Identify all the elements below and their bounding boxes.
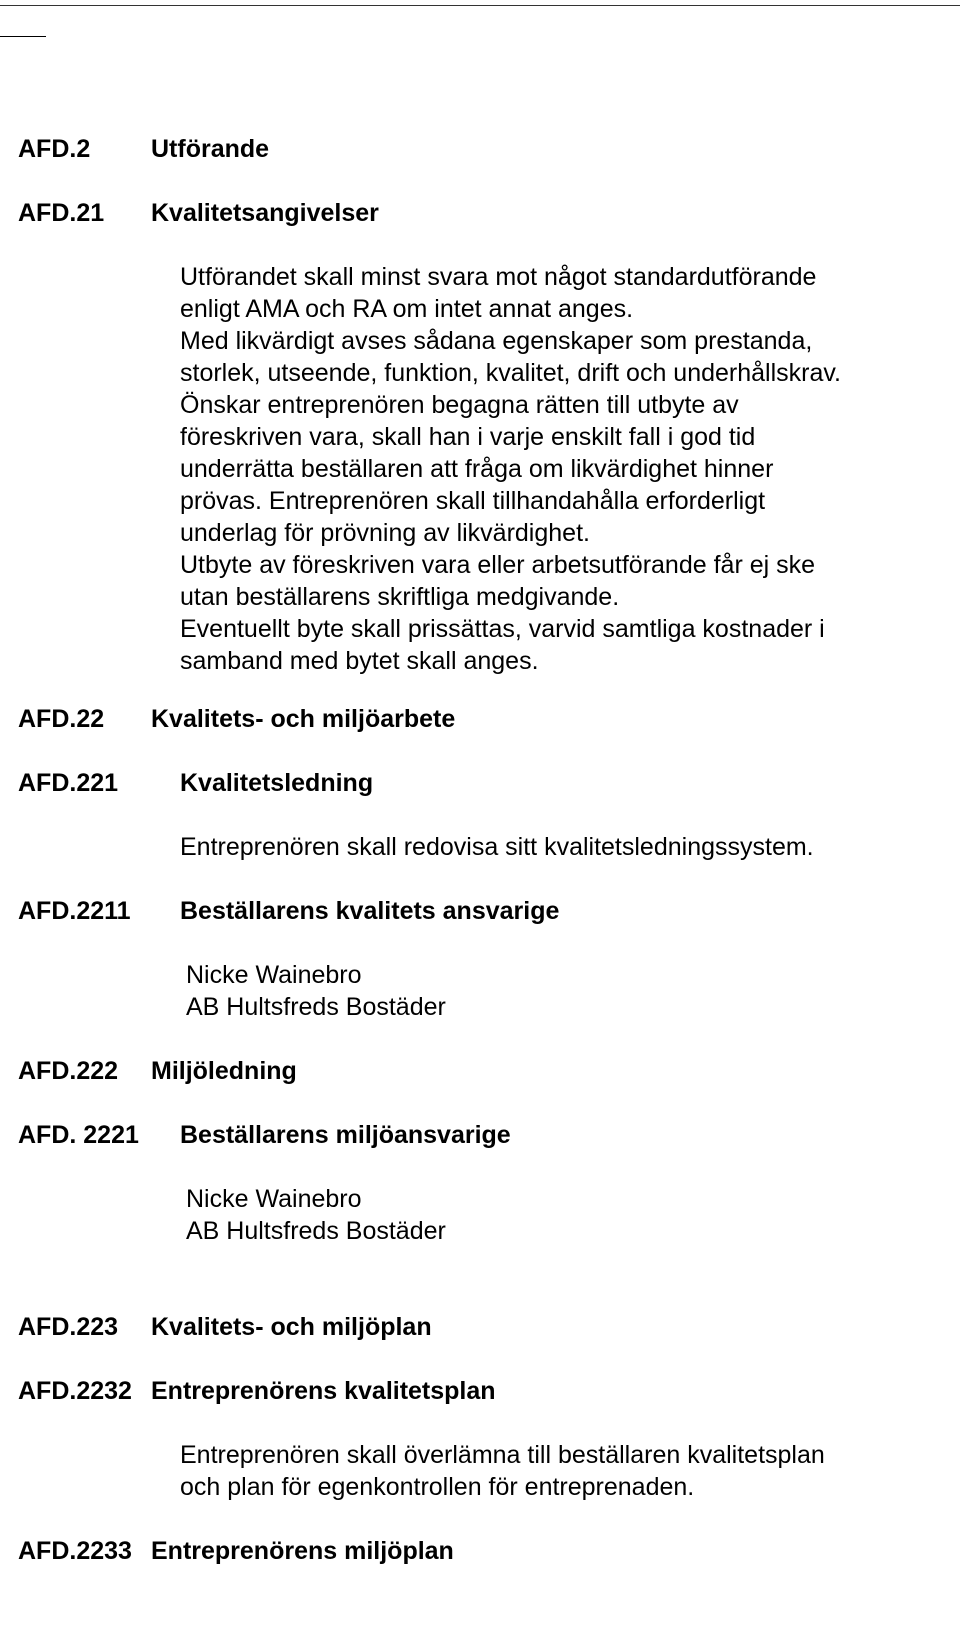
section-code: AFD.221	[18, 769, 119, 797]
section-title: Entreprenörens kvalitetsplan	[151, 1377, 496, 1405]
page-corner-mark	[0, 36, 46, 37]
body-line: enligt AMA och RA om intet annat anges.	[180, 295, 634, 323]
section-code: AFD.2211	[18, 897, 131, 925]
body-line: föreskriven vara, skall han i varje enskilt fall i god tid	[180, 423, 756, 451]
body-line: och plan för egenkontrollen för entreprenaden.	[180, 1473, 695, 1501]
section-code: AFD.21	[18, 199, 105, 227]
section-title: Kvalitets- och miljöplan	[151, 1313, 432, 1341]
section-title: Entreprenörens miljöplan	[151, 1537, 454, 1565]
section-code: AFD.222	[18, 1057, 119, 1085]
section-title: Utförande	[151, 135, 270, 163]
section-title: Beställarens miljöansvarige	[180, 1121, 511, 1149]
contact-name: Nicke Wainebro	[186, 961, 362, 989]
body-line: underlag för prövning av likvärdighet.	[180, 519, 590, 547]
section-title: Beställarens kvalitets ansvarige	[180, 897, 560, 925]
body-line: samband med bytet skall anges.	[180, 647, 539, 675]
body-line: storlek, utseende, funktion, kvalitet, drift och underhållskrav.	[180, 359, 841, 387]
top-rule	[0, 5, 960, 6]
section-code: AFD. 2221	[18, 1121, 139, 1149]
section-code: AFD.2	[18, 135, 91, 163]
body-line: Entreprenören skall överlämna till beställaren kvalitetsplan	[180, 1441, 825, 1469]
body-line: prövas. Entreprenören skall tillhandahålla erforderligt	[180, 487, 766, 515]
body-line: Utförandet skall minst svara mot något standardutförande	[180, 263, 817, 291]
contact-organization: AB Hultsfreds Bostäder	[186, 993, 446, 1021]
section-title: Kvalitetsledning	[180, 769, 374, 797]
contact-name: Nicke Wainebro	[186, 1185, 362, 1213]
section-code: AFD.223	[18, 1313, 119, 1341]
body-line: Utbyte av föreskriven vara eller arbetsutförande får ej ske	[180, 551, 816, 579]
section-code: AFD.2232	[18, 1377, 132, 1405]
body-line: utan beställarens skriftliga medgivande.	[180, 583, 620, 611]
body-line: underrätta beställaren att fråga om likvärdighet hinner	[180, 455, 774, 483]
section-title: Miljöledning	[151, 1057, 297, 1085]
section-title: Kvalitets- och miljöarbete	[151, 705, 456, 733]
section-title: Kvalitetsangivelser	[151, 199, 379, 227]
section-code: AFD.2233	[18, 1537, 132, 1565]
body-line: Önskar entreprenören begagna rätten till utbyte av	[180, 391, 739, 419]
contact-organization: AB Hultsfreds Bostäder	[186, 1217, 446, 1245]
body-line: Med likvärdigt avses sådana egenskaper som prestanda,	[180, 327, 813, 355]
section-code: AFD.22	[18, 705, 105, 733]
body-line: Eventuellt byte skall prissättas, varvid samtliga kostnader i	[180, 615, 825, 643]
body-line: Entreprenören skall redovisa sitt kvalitetsledningssystem.	[180, 833, 814, 861]
